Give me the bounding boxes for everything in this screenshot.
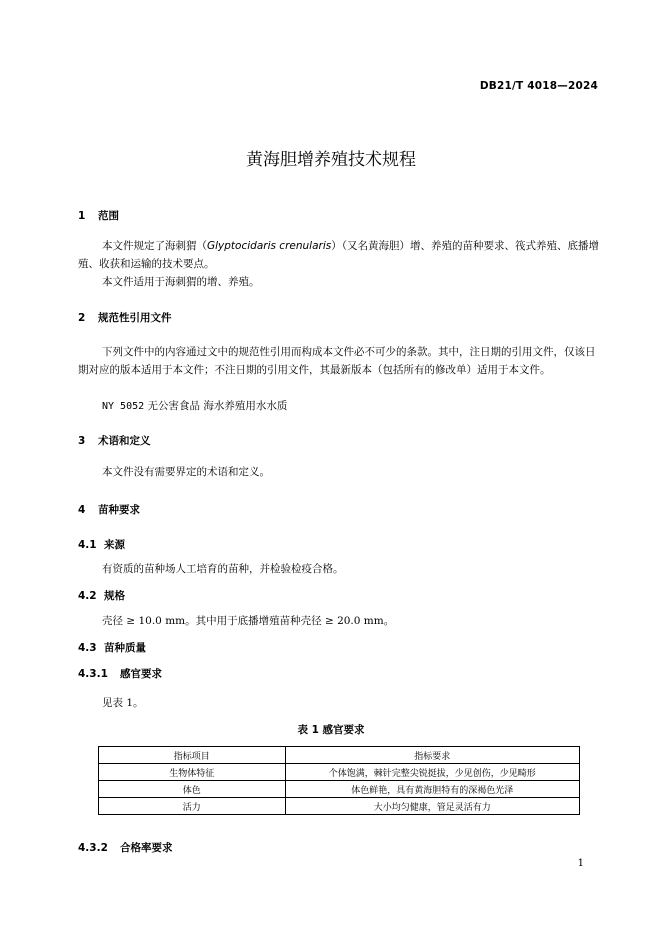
section-number: 4.3 — [78, 642, 97, 654]
section-title: 合格率要求 — [120, 842, 173, 854]
section-number: 3 — [78, 435, 86, 447]
section-title: 范围 — [98, 210, 119, 222]
table-row — [99, 798, 580, 815]
section-4-heading — [78, 502, 140, 517]
section-4-1-heading — [78, 537, 125, 552]
reference-code: NY 5052 — [102, 401, 145, 412]
table-cell: 体色 — [99, 781, 286, 798]
species-latin-name: Glyptocidaris crenularis — [207, 240, 332, 252]
table-header-cell: 指标项目 — [99, 747, 286, 764]
section-4-3-1-heading — [78, 666, 162, 681]
section-4-3-1-paragraph: 见表 1。 — [102, 697, 144, 709]
section-number: 4.3.1 — [78, 668, 108, 680]
document-title: 黄海胆增养殖技术规程 — [246, 150, 416, 170]
section-number: 2 — [78, 312, 86, 324]
section-number: 4.2 — [78, 590, 97, 602]
page-number: 1 — [577, 858, 584, 869]
table-cell: 大小均匀健康，管足灵活有力 — [285, 798, 579, 815]
table-cell: 活力 — [99, 798, 286, 815]
section-2-heading — [78, 310, 172, 325]
section-4-3-2-heading — [78, 840, 173, 855]
section-4-1-paragraph: 有资质的苗种场人工培育的苗种，并检验检疫合格。 — [102, 563, 344, 575]
table-caption: 表 1 感官要求 — [297, 724, 365, 736]
section-title: 苗种要求 — [98, 504, 140, 516]
section-1-paragraph-1: 本文件规定了海刺猬（Glyptocidaris crenularis）（又名黄海胆）增、养殖的苗种要求、筏式养殖、底播增殖、收获和运输的技术要点。 — [78, 240, 599, 270]
section-title: 规范性引用文件 — [98, 312, 172, 324]
section-title: 规格 — [104, 590, 125, 602]
section-number: 4.1 — [78, 539, 97, 551]
table-header-row — [99, 747, 580, 764]
section-title: 术语和定义 — [98, 435, 151, 447]
table-cell: 体色鲜艳，具有黄海胆特有的深褐色光泽 — [285, 781, 579, 798]
section-number: 4.3.2 — [78, 842, 108, 854]
section-4-2-heading — [78, 588, 125, 603]
reference-title: 无公害食品 海水养殖用水水质 — [147, 400, 288, 412]
section-number: 4 — [78, 504, 86, 516]
table-row — [99, 781, 580, 798]
sensory-requirements-table — [98, 746, 580, 815]
section-title: 感官要求 — [120, 668, 162, 680]
document-number: DB21/T 4018—2024 — [479, 80, 598, 92]
table-cell: 个体饱满，棘针完整尖锐挺拔，少见创伤，少见畸形 — [285, 764, 579, 781]
table-cell: 生物体特征 — [99, 764, 286, 781]
section-number: 1 — [78, 210, 86, 222]
table-row — [99, 764, 580, 781]
section-3-paragraph-1: 本文件没有需要界定的术语和定义。 — [102, 466, 270, 478]
section-2-paragraph-1: 下列文件中的内容通过文中的规范性引用而构成本文件必不可少的条款。其中，注日期的引用文件，仅该日期对应的版本适用于本文件；不注日期的引用文件，其最新版本（包括所有的修改单）适用于本文件。 — [78, 346, 596, 376]
section-4-3-heading — [78, 640, 146, 655]
section-4-2-paragraph: 壳径 ≥ 10.0 mm。其中用于底播增殖苗种壳径 ≥ 20.0 mm。 — [102, 615, 395, 627]
table-header-cell: 指标要求 — [285, 747, 579, 764]
section-title: 来源 — [104, 539, 125, 551]
section-1-paragraph-2: 本文件适用于海刺猬的增、养殖。 — [102, 276, 260, 288]
section-title: 苗种质量 — [104, 642, 146, 654]
normative-reference — [78, 397, 600, 416]
section-3-heading — [78, 433, 151, 448]
section-1-heading — [78, 208, 119, 223]
